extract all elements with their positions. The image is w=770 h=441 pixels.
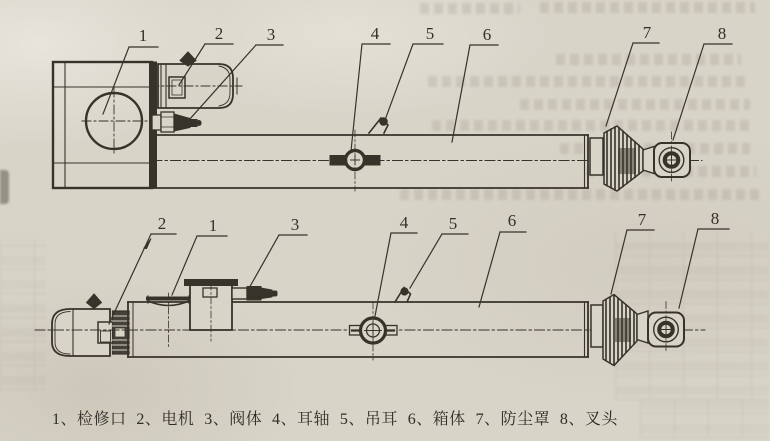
motor-side [52,294,113,356]
callout-top-7: 7 [642,23,652,42]
fork-head-side [637,302,684,353]
callout-side-5: 5 [448,214,458,233]
legend-item-5: 5、吊耳 [339,411,398,428]
legend-item-1: 1、检修口 [52,411,127,428]
side-view [35,229,729,366]
legend-item-8: 8、叉头 [559,411,618,428]
lifting-lug-side [395,288,411,303]
legend-item-4: 4、耳轴 [272,411,331,428]
valve-body-side [185,280,278,342]
callout-side-4: 4 [399,213,409,232]
legend-item-2: 2、电机 [136,411,195,428]
dust-cover-bellows-side [603,295,637,366]
callout-side-7: 7 [637,210,647,229]
parts-legend [52,406,618,429]
trunnion-side [350,302,398,360]
rod-neck-side [591,305,603,347]
callout-top-4: 4 [370,24,380,43]
coupling-flange-side [113,311,130,354]
rod-neck-top [590,138,603,175]
callout-side-1: 1 [208,216,218,235]
legend-item-3: 3、阀体 [204,411,263,428]
legend-item-6: 6、箱体 [407,411,466,428]
callout-side-6: 6 [507,211,517,230]
motor-eyebolt [87,294,102,309]
callout-side-8: 8 [710,209,720,228]
motor-top [150,52,242,108]
callout-top-8: 8 [717,24,727,43]
top-view [53,43,732,191]
dust-cover-bellows-top [604,126,643,191]
fork-head-top [643,132,690,183]
callout-top-1: 1 [138,26,148,45]
callout-side-3: 3 [290,215,300,234]
callout-side-2: 2 [157,214,167,233]
inspection-port-circle [82,88,148,156]
callout-top-2: 2 [214,24,224,43]
solenoid-fitting [232,288,247,299]
callout-top-3: 3 [266,25,276,44]
callout-top-5: 5 [425,24,435,43]
legend-item-7: 7、防尘罩 [475,411,551,428]
callout-top-6: 6 [482,25,492,44]
trunnion-top [330,130,380,191]
